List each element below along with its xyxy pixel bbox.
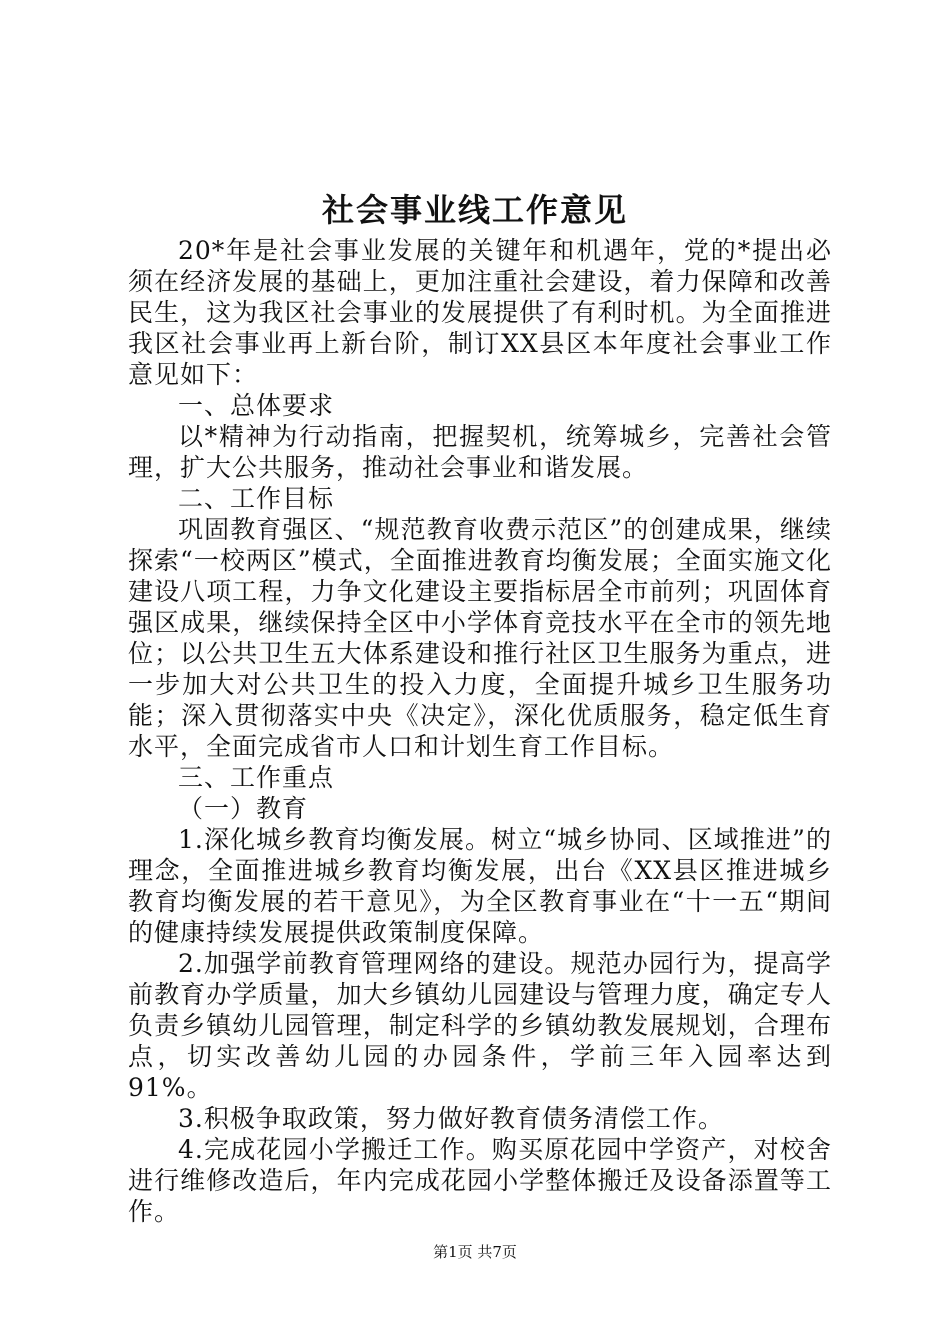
section-heading-general-requirements: 一、总体要求 bbox=[178, 391, 335, 420]
subsection-heading-education: （一）教育 bbox=[178, 794, 309, 823]
document-body bbox=[128, 235, 832, 1227]
education-item-3: 3.积极争取政策，努力做好教育债务清偿工作。 bbox=[178, 1104, 724, 1133]
document-title: 社会事业线工作意见 bbox=[321, 191, 628, 229]
education-item-1: 1.深化城乡教育均衡发展。树立“城乡协同、区域推进”的理念，全面推进城乡教育均衡发展，出台《XX县区推进城乡教育均衡发展的若干意见》，为全区教育事业在“十一五“期间的健康持续发展提供政策制度保障。 bbox=[128, 825, 832, 947]
education-item-4: 4.完成花园小学搬迁工作。购买原花园中学资产，对校舍进行维修改造后，年内完成花园小学整体搬迁及设备添置等工作。 bbox=[128, 1135, 832, 1226]
section-heading-work-goals: 二、工作目标 bbox=[178, 484, 335, 513]
page-number-footer: 第1页 共7页 bbox=[433, 1243, 517, 1261]
intro-paragraph: 20*年是社会事业发展的关键年和机遇年，党的*提出必须在经济发展的基础上，更加注重社会建设，着力保障和改善民生，这为我区社会事业的发展提供了有利时机。为全面推进我区社会事业再上新台阶，制订XX县区本年度社会事业工作意见如下： bbox=[128, 236, 832, 389]
work-goals-paragraph: 巩固教育强区、“规范教育收费示范区”的创建成果，继续探索“一校两区”模式，全面推进教育均衡发展；全面实施文化建设八项工程，力争文化建设主要指标居全市前列；巩固体育强区成果，继续保持全区中小学体育竞技水平在全市的领先地位；以公共卫生五大体系建设和推行社区卫生服务为重点，进一步加大对公共卫生的投入力度，全面提升城乡卫生服务功能；深入贯彻落实中央《决定》，深化优质服务，稳定低生育水平，全面完成省市人口和计划生育工作目标。 bbox=[128, 515, 832, 761]
general-requirements-paragraph: 以*精神为行动指南，把握契机，统筹城乡，完善社会管理，扩大公共服务，推动社会事业和谐发展。 bbox=[128, 422, 832, 482]
education-item-2: 2.加强学前教育管理网络的建设。规范办园行为，提高学前教育办学质量，加大乡镇幼儿园建设与管理力度，确定专人负责乡镇幼儿园管理，制定科学的乡镇幼教发展规划，合理布点，切实改善幼儿园的办园条件，学前三年入园率达到91%。 bbox=[128, 949, 832, 1102]
section-heading-work-focus: 三、工作重点 bbox=[178, 763, 335, 792]
